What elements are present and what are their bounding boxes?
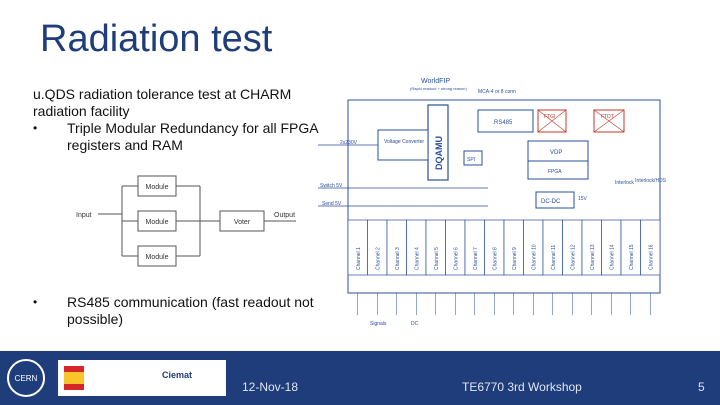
tmr-output-label: Output <box>274 212 296 219</box>
ciemat-logo-text: Ciemat <box>162 370 193 380</box>
signals-label: Signals <box>370 321 387 327</box>
channel-label: Channel 9 <box>511 247 518 270</box>
ftdt-label: FTDT <box>601 114 614 120</box>
ftgi-label: FTGI <box>544 114 556 120</box>
v15-label: 15V <box>578 196 587 202</box>
slide-title: Radiation test <box>40 18 273 60</box>
channel-label: Channel 10 <box>531 244 538 270</box>
channel-label: Channel 5 <box>433 247 440 270</box>
channel-label: Channel 13 <box>589 244 596 270</box>
bullet-marker: • <box>33 295 38 309</box>
tmr-diagram <box>70 168 310 274</box>
interlock-out-label: Interlock/HDS <box>635 178 666 184</box>
bullet-marker: • <box>33 121 38 135</box>
channel-label: Channel 3 <box>394 247 401 270</box>
rs485-label: RS485 <box>494 120 513 126</box>
voltage-converter-label: Voltage Converter <box>384 139 425 145</box>
send5v-label: Send 5V <box>322 201 342 207</box>
tmr-voter-label: Voter <box>233 219 251 226</box>
channel-label: Channel 8 <box>492 247 499 270</box>
bullet-text: Triple Modular Redundancy for all FPGA registers and RAM <box>67 120 318 153</box>
switch5v-label: Switch 5V <box>320 183 343 189</box>
dc-label: DC <box>411 321 419 327</box>
slide-body <box>33 86 323 154</box>
channel-label: Channel 7 <box>472 247 479 270</box>
channel-label: Channel 14 <box>609 244 616 270</box>
bullet-text: RS485 communication (fast readout not possible) <box>67 294 314 327</box>
channel-label: Channel 4 <box>414 247 421 270</box>
dqamu-label: DQAMU <box>434 136 444 170</box>
voltage-converter-box <box>378 130 428 160</box>
channel-label: Channel 15 <box>628 244 635 270</box>
bullet-item <box>33 120 323 154</box>
tmr-module-label: Module <box>145 184 169 191</box>
channel-label: Channel 16 <box>648 244 655 270</box>
fpga-label: FPGA <box>548 169 562 175</box>
page-number: 5 <box>698 380 705 394</box>
channel-label: Channel 12 <box>570 244 577 270</box>
tmr-module-label: Module <box>145 219 169 226</box>
spi-label: SPI <box>467 157 476 163</box>
bullet-item <box>33 294 323 328</box>
intro-text: u.QDS radiation tolerance test at CHARM radiation facility <box>33 86 292 119</box>
channel-label: Channel 11 <box>550 244 557 270</box>
footer-event: TE6770 3rd Workshop <box>462 380 582 394</box>
cern-logo-text: CERN <box>14 374 38 383</box>
vdp-label: VDP <box>550 150 563 156</box>
worldfip-label: WorldFIP <box>421 78 451 85</box>
channel-label: Channel 2 <box>375 247 382 270</box>
channel-label: Channel 1 <box>355 247 362 270</box>
worldfip-sublabel: (Rapid readout + strong reason) <box>410 86 467 91</box>
interlock-label: Interlock <box>615 180 634 186</box>
tmr-module-label: Module <box>145 254 169 261</box>
mca-label: MCA-4 or 8 conn <box>478 89 516 95</box>
channel-array <box>348 220 660 315</box>
footer-logos <box>0 351 232 405</box>
dcdc-label: DC-DC <box>541 199 561 205</box>
system-block-diagram <box>318 75 670 333</box>
tmr-input-label: Input <box>76 212 92 219</box>
footer-date: 12-Nov-18 <box>242 380 299 394</box>
v230-label: 2x230V <box>340 140 357 146</box>
channel-label: Channel 6 <box>453 247 460 270</box>
